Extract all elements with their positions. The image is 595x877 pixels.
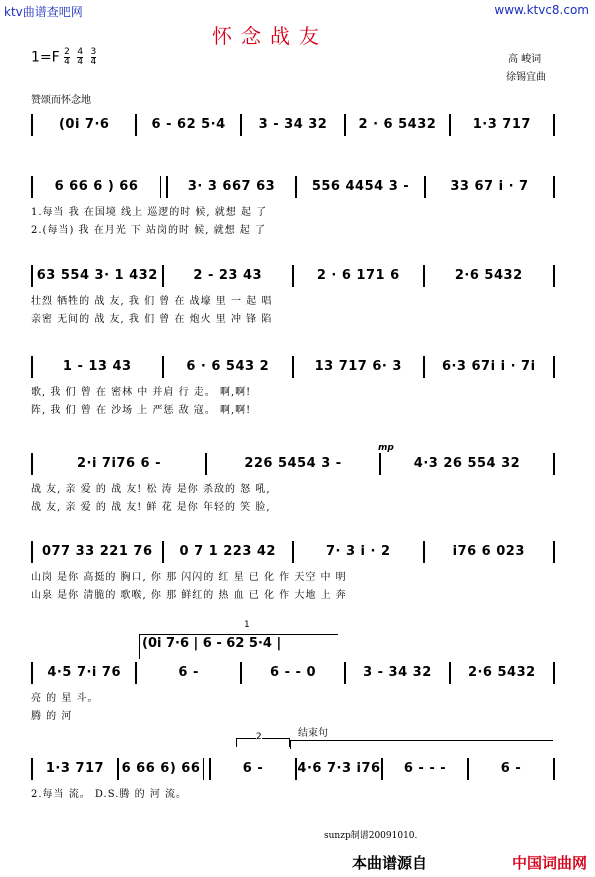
time-signature-2: $\frac{4}{4}$: [77, 47, 84, 67]
staff-notes: [31, 264, 555, 290]
staff-line-3: [31, 264, 555, 290]
staff-line-7: [31, 661, 555, 687]
key-signature: [31, 48, 99, 67]
measure: 2·i 7i76 6 -: [76, 456, 162, 471]
staff-line-1: [31, 113, 555, 139]
measure: 6 -: [178, 665, 199, 680]
measure: 6 66 6) 66: [121, 761, 201, 776]
barline: [553, 114, 555, 136]
staff-notes: [31, 452, 555, 478]
lyrics-block: [31, 689, 555, 725]
measure: 2 - 23 43: [193, 268, 263, 283]
measure: 077 33 221 76: [41, 544, 153, 559]
staff-notes: [31, 113, 555, 139]
barline: [553, 662, 555, 684]
measure: 3 - 34 32: [363, 665, 432, 680]
measure: 2 · 6 5432: [358, 117, 437, 132]
measure: 6 - - -: [403, 761, 447, 776]
repeat-intro-notes: (0i 7·6 | 6 - 62 5·4 |: [142, 636, 282, 651]
lyric-line: 山泉 是你 清脆的 歌喉, 你 那 鲜红的 热 血 已 化 作 大地 上 奔: [31, 590, 347, 601]
measure: 6 · 6 543 2: [186, 359, 270, 374]
measure: 3 - 34 32: [258, 117, 328, 132]
measure: 4·3 26 554 32: [413, 456, 521, 471]
measure: 1 - 13 43: [62, 359, 132, 374]
measure: 6·3 67i i · 7i: [441, 359, 536, 374]
staff-line-4: [31, 355, 555, 381]
staff-line-5: [31, 452, 555, 478]
measure: 4·6 7·3 i76: [297, 761, 381, 776]
staff-notes: [31, 757, 555, 783]
site-watermark-right[interactable]: www.ktvc8.com: [494, 3, 589, 17]
staff-notes: [31, 661, 555, 687]
lyric-line: 壮烈 牺牲的 战 友, 我 们 曾 在 战壕 里 一 起 唱: [31, 296, 273, 307]
barline: [553, 541, 555, 563]
lyric-line: 亲密 无间的 战 友, 我 们 曾 在 炮火 里 冲 锋 陷: [31, 314, 273, 325]
measure: 63 554 3· 1 432: [36, 268, 158, 283]
measure: 7· 3 i · 2: [325, 544, 391, 559]
lyric-line: 亮 的 星 斗。: [31, 693, 99, 704]
lyric-line: 2.(每当) 我 在月光 下 站岗的时 候, 就想 起 了: [31, 225, 266, 236]
measure: 226 5454 3 -: [244, 456, 342, 471]
lyric-line: 2.每当 流。 D.S.腾 的 河 流。: [31, 789, 187, 800]
lyrics-block: [31, 480, 555, 516]
measure: 0 7 1 223 42: [179, 544, 276, 559]
key-label: 1=F: [31, 49, 60, 66]
lyrics-block: [31, 568, 555, 604]
staff-notes: [31, 540, 555, 566]
song-title: 怀念战友: [212, 24, 328, 48]
barline: [160, 176, 168, 198]
measure: 2 · 6 171 6: [316, 268, 400, 283]
ending-bracket: [290, 740, 553, 749]
lyric-line: 战 友, 亲 爱 的 战 友! 鲜 花 是你 年轻的 笑 脸,: [31, 502, 271, 513]
lyric-line: 歌, 我 们 曾 在 密林 中 并肩 行 走。 啊,啊!: [31, 387, 252, 398]
barline: [203, 758, 211, 780]
footer-source-label: 本曲谱源自: [352, 854, 428, 872]
lyric-line: 1.每当 我 在国境 线上 巡逻的时 候, 就想 起 了: [31, 207, 268, 218]
lyrics-block: [31, 785, 555, 803]
footer-site-name[interactable]: 中国词曲网: [511, 854, 587, 872]
tempo-marking: 赞颂而怀念地: [31, 95, 91, 106]
dynamic-mark: mp: [378, 443, 394, 453]
barline: [553, 265, 555, 287]
barline: [553, 758, 555, 780]
measure: 33 67 i · 7: [450, 179, 529, 194]
lyricist-credit: 高 峻词: [508, 54, 542, 65]
lyrics-block: [31, 203, 555, 239]
measure: (0i 7·6: [58, 117, 110, 132]
measure: i76 6 023: [452, 544, 525, 559]
measure: 6 66 6 ) 66: [54, 179, 139, 194]
staff-line-2: [31, 175, 555, 201]
measure: 6 -: [242, 761, 264, 776]
measure: 6 - 62 5·4: [151, 117, 226, 132]
volta-1-label: 1: [244, 620, 250, 630]
lyrics-block: [31, 383, 555, 419]
measure: 3· 3 667 63: [187, 179, 276, 194]
measure: 13 717 6· 3: [314, 359, 402, 374]
lyric-line: 山岗 是你 高挺的 胸口, 你 那 闪闪的 红 星 已 化 作 天空 中 明: [31, 572, 347, 583]
measure: 2·6 5432: [467, 665, 536, 680]
staff-notes: [31, 175, 555, 201]
measure: 2·6 5432: [454, 268, 523, 283]
time-signature-3: $\frac{3}{4}$: [90, 47, 97, 67]
lyric-line: 腾 的 河: [31, 711, 73, 722]
lyric-line: 阵, 我 们 曾 在 沙场 上 严惩 敌 寇。 啊,啊!: [31, 405, 252, 416]
measure: 1·3 717: [472, 117, 531, 132]
measure: 6 - - 0: [270, 665, 316, 680]
lyric-line: 战 友, 亲 爱 的 战 友! 松 涛 是你 杀敌的 怒 吼,: [31, 484, 271, 495]
barline: [553, 356, 555, 378]
composer-credit: 徐锡宜曲: [506, 72, 546, 83]
transcriber-note: sunzp制谱20091010.: [324, 831, 418, 841]
volta-2-bracket: [236, 738, 290, 747]
site-watermark-left[interactable]: ktv曲谱查吧网: [4, 5, 83, 19]
staff-line-6: [31, 540, 555, 566]
barline: [553, 453, 555, 475]
staff-line-8: [31, 757, 555, 783]
lyrics-block: [31, 292, 555, 328]
barline: [553, 176, 555, 198]
time-signature-1: $\frac{2}{4}$: [64, 47, 70, 67]
staff-notes: [31, 355, 555, 381]
measure: 6 -: [500, 761, 522, 776]
volta-2-label: 2: [256, 732, 262, 742]
measure: 4·5 7·i 76: [47, 665, 122, 680]
measure: 556 4454 3 -: [311, 179, 410, 194]
measure: 1·3 717: [45, 761, 105, 776]
ending-label: 结束句: [298, 728, 328, 739]
